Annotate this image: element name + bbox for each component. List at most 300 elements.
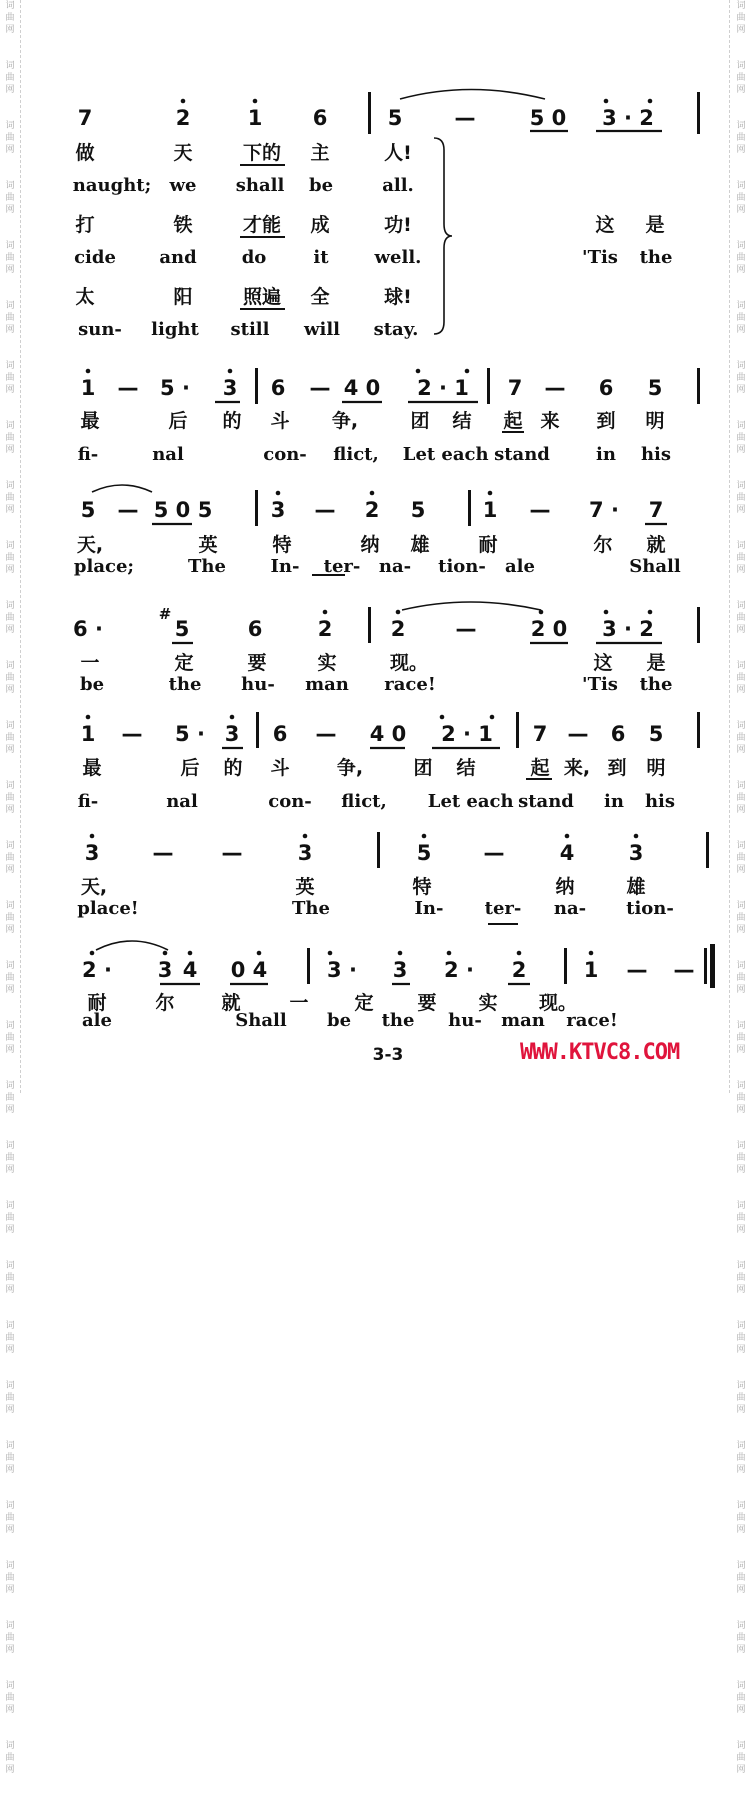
lyric: 现。	[538, 992, 578, 1014]
watermark-gap	[3, 1176, 17, 1200]
watermark-glyph: 曲	[5, 1693, 15, 1703]
lyric: 一	[289, 992, 309, 1014]
watermark-glyph: 网	[5, 565, 15, 575]
watermark-glyph: 曲	[5, 1273, 15, 1283]
note: —	[454, 106, 476, 130]
lyric: 主	[310, 142, 330, 164]
lyric: The	[188, 556, 226, 577]
lyric: 就	[221, 992, 241, 1014]
lyric: and	[159, 247, 197, 268]
watermark-glyph: 曲	[5, 433, 15, 443]
lyric: 要	[417, 992, 437, 1014]
watermark-glyph: 曲	[5, 1753, 15, 1763]
watermark-glyph: 词	[5, 1561, 15, 1571]
lyric: be	[79, 674, 105, 695]
note: 5	[80, 498, 96, 522]
lyric: tion-	[438, 556, 486, 577]
watermark-glyph: 词	[5, 1441, 15, 1451]
watermark-glyph: 网	[5, 1525, 15, 1535]
watermark-glyph: 曲	[736, 13, 746, 23]
note: 2 ·	[444, 958, 474, 982]
watermark-glyph: 曲	[5, 793, 15, 803]
slurs	[92, 90, 545, 951]
watermark-glyph: 词	[736, 181, 746, 191]
lyric: race!	[384, 674, 436, 695]
lyric: 来	[540, 410, 560, 432]
lyric: naught;	[72, 175, 152, 196]
lyric: Shall	[235, 1010, 287, 1031]
note: 5 0	[153, 498, 191, 522]
note: 2	[317, 617, 333, 641]
lyric: the	[639, 247, 673, 268]
lyric: 打	[75, 214, 95, 236]
watermark-glyph: 网	[5, 1345, 15, 1355]
watermark-glyph: 网	[5, 1405, 15, 1415]
watermark-glyph: 词	[5, 481, 15, 491]
lyric: 人!	[384, 142, 412, 164]
lyric: fi-	[77, 444, 99, 465]
watermark-glyph: 曲	[5, 13, 15, 23]
watermark-glyph: 词	[736, 301, 746, 311]
note: —	[455, 617, 477, 641]
watermark-glyph: 曲	[736, 1033, 746, 1043]
watermark-glyph: 词	[5, 1021, 15, 1031]
lyric: nal	[152, 444, 184, 465]
watermark-glyph: 网	[5, 85, 15, 95]
lyric: 'Tis	[582, 247, 618, 268]
lyric: 实	[317, 652, 337, 674]
watermark-glyph: 词	[5, 1081, 15, 1091]
note: 7	[507, 376, 523, 400]
watermark-glyph: 词	[5, 1741, 15, 1751]
note: —	[309, 376, 331, 400]
watermark-glyph: 词	[5, 1381, 15, 1391]
lyric: 要	[247, 652, 267, 674]
lyric: place!	[77, 898, 139, 919]
watermark-glyph: 词	[736, 241, 746, 251]
page-number: 3-3	[372, 1045, 404, 1065]
lyric: 这	[595, 214, 615, 236]
watermark-glyph: 网	[736, 685, 746, 695]
note: 1	[247, 106, 263, 130]
watermark-gap	[734, 1416, 748, 1440]
lyric: 到	[596, 410, 616, 432]
watermark-glyph: 词	[736, 121, 746, 131]
watermark-glyph: 词	[736, 1261, 746, 1271]
watermark-glyph: 曲	[5, 1393, 15, 1403]
watermark-glyph: 网	[736, 1705, 746, 1715]
lyric: still	[230, 319, 270, 340]
watermark-glyph: 网	[736, 865, 746, 875]
lyric: na-	[553, 898, 587, 919]
lyric: well.	[374, 247, 422, 268]
lyric: 起	[530, 757, 550, 779]
watermark-glyph: 词	[736, 1321, 746, 1331]
watermark-gap	[734, 1116, 748, 1140]
note: 2 ·	[82, 958, 112, 982]
watermark-glyph: 曲	[736, 133, 746, 143]
lyric: 雄	[410, 534, 430, 556]
watermark-glyph: 词	[5, 961, 15, 971]
lyric: 成	[310, 214, 330, 236]
watermark-glyph: 网	[5, 1705, 15, 1715]
watermark-glyph: 网	[736, 1045, 746, 1055]
watermark-glyph: 词	[736, 61, 746, 71]
watermark-glyph: 词	[5, 241, 15, 251]
note: 2	[175, 106, 191, 130]
watermark-gap	[734, 1176, 748, 1200]
watermark-glyph: 词	[736, 841, 746, 851]
watermark-glyph: 词	[736, 1741, 746, 1751]
watermark-glyph: 词	[736, 1441, 746, 1451]
lyric: 的	[222, 410, 242, 432]
lyric: 就	[646, 534, 666, 556]
lyric: Let	[402, 444, 436, 465]
note: 3	[270, 498, 286, 522]
watermark-gap	[3, 1356, 17, 1380]
watermark-gap	[3, 1536, 17, 1560]
lyric: 斗	[270, 757, 290, 779]
watermark-glyph: 词	[736, 1201, 746, 1211]
octave-dots	[86, 99, 653, 956]
watermark-gap	[734, 1356, 748, 1380]
lyric: be	[326, 1010, 352, 1031]
watermark-glyph: 网	[5, 1225, 15, 1235]
note: 0 4	[230, 958, 268, 982]
note: 5	[416, 841, 432, 865]
watermark-glyph: 曲	[5, 1573, 15, 1583]
lyric: 下的	[242, 142, 282, 164]
watermark-glyph: 曲	[736, 193, 746, 203]
watermark-glyph: 曲	[736, 733, 746, 743]
watermark-gap	[734, 1296, 748, 1320]
watermark-glyph: 网	[5, 1465, 15, 1475]
lyric: 太	[75, 286, 95, 308]
note: 1	[80, 376, 96, 400]
note: 2	[511, 958, 527, 982]
watermark-glyph: 曲	[736, 1633, 746, 1643]
watermark-glyph: 词	[736, 601, 746, 611]
note: 2 · 1	[417, 376, 469, 400]
watermark-gap	[3, 1596, 17, 1620]
watermark-glyph: 曲	[736, 373, 746, 383]
lyric: 最	[80, 410, 100, 432]
lyric: 特	[412, 876, 432, 898]
watermark-glyph: 词	[736, 721, 746, 731]
watermark-glyph: 词	[5, 1681, 15, 1691]
lyric: 是	[646, 652, 666, 674]
watermark-glyph: 网	[736, 1405, 746, 1415]
watermark-glyph: 词	[736, 1, 746, 11]
watermark-glyph: 网	[736, 1345, 746, 1355]
lyric: ale	[505, 556, 535, 577]
watermark-glyph: 曲	[736, 913, 746, 923]
watermark-gap	[3, 1656, 17, 1680]
watermark-gap	[734, 1476, 748, 1500]
note: 7	[77, 106, 93, 130]
watermark-glyph: 网	[736, 445, 746, 455]
watermark-glyph: 曲	[736, 1393, 746, 1403]
note: 6	[610, 722, 626, 746]
note: 4	[559, 841, 575, 865]
note: 3	[222, 376, 238, 400]
note: 1	[583, 958, 599, 982]
note: 5	[387, 106, 403, 130]
watermark-glyph: 曲	[736, 313, 746, 323]
lyric: place;	[73, 556, 135, 577]
note: —	[314, 498, 336, 522]
watermark-gap	[3, 1776, 17, 1800]
watermark-glyph: 曲	[5, 613, 15, 623]
watermark-glyph: 网	[5, 985, 15, 995]
watermark-glyph: 曲	[736, 493, 746, 503]
lyric: 的	[223, 757, 243, 779]
watermark-gap	[3, 1716, 17, 1740]
lyric: 是	[645, 214, 665, 236]
lyric: it	[313, 247, 329, 268]
watermark-glyph: 词	[5, 1201, 15, 1211]
lyric: his	[640, 444, 672, 465]
note: 7 ·	[589, 498, 619, 522]
lyric: 起	[503, 410, 523, 432]
lyric: do	[241, 247, 267, 268]
note: 1	[482, 498, 498, 522]
watermark-glyph: 词	[736, 781, 746, 791]
watermark-glyph: 网	[736, 985, 746, 995]
note: 6	[598, 376, 614, 400]
lyric: we	[169, 175, 197, 196]
watermark-glyph: 曲	[736, 973, 746, 983]
lyric: The	[292, 898, 330, 919]
lyric: Shall	[629, 556, 681, 577]
note: 4 0	[343, 376, 381, 400]
watermark-glyph: 曲	[5, 373, 15, 383]
watermark-glyph: 网	[736, 25, 746, 35]
lyric: flict,	[341, 791, 387, 812]
note: —	[121, 722, 143, 746]
note: —	[117, 376, 139, 400]
lyric: cide	[74, 247, 116, 268]
lyric: in	[596, 444, 616, 465]
watermark-glyph: 曲	[736, 853, 746, 863]
watermark-glyph: 曲	[736, 73, 746, 83]
lyric: 耐	[478, 534, 498, 556]
watermark-glyph: 网	[5, 805, 15, 815]
watermark-glyph: 曲	[736, 1333, 746, 1343]
watermark-glyph: 曲	[736, 253, 746, 263]
watermark-glyph: 网	[5, 625, 15, 635]
watermark-glyph: 网	[736, 1645, 746, 1655]
note: 5	[647, 376, 663, 400]
watermark-gap	[3, 1416, 17, 1440]
lyric: 才能	[242, 214, 282, 236]
lyric: the	[381, 1010, 415, 1031]
watermark-glyph: 网	[736, 805, 746, 815]
watermark-glyph: 网	[736, 1225, 746, 1235]
lyric: man	[305, 674, 349, 695]
watermark-glyph: 网	[5, 1645, 15, 1655]
lyric: 'Tis	[582, 674, 618, 695]
watermark-gap	[734, 1656, 748, 1680]
lyric: race!	[566, 1010, 618, 1031]
watermark-gap	[3, 1116, 17, 1140]
watermark-glyph: 曲	[5, 1213, 15, 1223]
lyric: 雄	[626, 876, 646, 898]
watermark-glyph: 词	[736, 1621, 746, 1631]
lyric: In-	[270, 556, 300, 577]
watermark-glyph: 词	[5, 361, 15, 371]
watermark-glyph: 曲	[736, 1273, 746, 1283]
watermark-glyph: 词	[736, 421, 746, 431]
watermark-glyph: 曲	[736, 1753, 746, 1763]
watermark-glyph: 网	[736, 625, 746, 635]
note: 5 ·	[175, 722, 205, 746]
watermark-glyph: 曲	[736, 1513, 746, 1523]
watermark-glyph: 网	[5, 385, 15, 395]
lyric: 后	[168, 410, 188, 432]
watermark-glyph: 网	[736, 925, 746, 935]
note: —	[673, 958, 695, 982]
watermark-glyph: 词	[736, 541, 746, 551]
watermark-glyph: 词	[5, 541, 15, 551]
watermark-glyph: 词	[5, 1501, 15, 1511]
note: 6	[272, 722, 288, 746]
lyric: 来,	[563, 757, 591, 779]
watermark-glyph: 词	[5, 181, 15, 191]
watermark-glyph: 网	[736, 1105, 746, 1115]
lyric: 阳	[173, 286, 193, 308]
lyric: 天,	[80, 876, 108, 898]
note: 6	[312, 106, 328, 130]
lyric: 明	[646, 757, 666, 779]
watermark-gap	[734, 1596, 748, 1620]
watermark-glyph: 曲	[736, 1213, 746, 1223]
watermark-glyph: 曲	[736, 1153, 746, 1163]
lyric: each	[466, 791, 514, 812]
watermark-glyph: 网	[5, 865, 15, 875]
lyric: 斗	[270, 410, 290, 432]
watermark-glyph: 词	[736, 901, 746, 911]
watermark-glyph: 网	[736, 1765, 746, 1775]
lyric: 结	[456, 757, 476, 779]
lyric: Let	[427, 791, 461, 812]
watermark-glyph: 词	[5, 301, 15, 311]
lyric: ale	[82, 1010, 112, 1031]
watermark-glyph: 词	[5, 601, 15, 611]
note: —	[152, 841, 174, 865]
lyric: 定	[354, 992, 374, 1014]
sharp-sign: #	[158, 605, 172, 623]
watermark-glyph: 曲	[736, 553, 746, 563]
watermark-glyph: 网	[5, 1105, 15, 1115]
watermark-glyph: 网	[5, 1765, 15, 1775]
watermark-glyph: 词	[736, 1081, 746, 1091]
watermark-glyph: 网	[736, 145, 746, 155]
lyric: sun-	[78, 319, 122, 340]
watermark-glyph: 网	[736, 265, 746, 275]
watermark-glyph: 网	[5, 325, 15, 335]
lyric: hu-	[448, 1010, 482, 1031]
watermark-glyph: 网	[5, 685, 15, 695]
note: 3	[157, 958, 173, 982]
note: 3	[297, 841, 313, 865]
lyric: 尔	[155, 992, 175, 1014]
watermark-glyph: 词	[736, 661, 746, 671]
note: 7	[648, 498, 664, 522]
watermark-glyph: 曲	[736, 673, 746, 683]
note: 3	[84, 841, 100, 865]
watermark-glyph: 网	[5, 445, 15, 455]
watermark-glyph: 网	[5, 925, 15, 935]
lyric: 全	[310, 286, 330, 308]
lyric: con-	[268, 791, 312, 812]
note: 6 ·	[73, 617, 103, 641]
watermark-glyph: 词	[736, 1561, 746, 1571]
watermark-glyph: 网	[736, 325, 746, 335]
lyric: 纳	[555, 876, 575, 898]
note: 6	[247, 617, 263, 641]
watermark-glyph: 词	[736, 361, 746, 371]
lyric: 现。	[389, 652, 429, 674]
watermark-glyph: 网	[5, 745, 15, 755]
watermark-glyph: 曲	[736, 433, 746, 443]
lyric-underlines	[240, 165, 552, 924]
lyric: 尔	[593, 534, 613, 556]
lyric: 结	[452, 410, 472, 432]
watermark-gap	[734, 1776, 748, 1800]
watermark-gap	[734, 1716, 748, 1740]
watermark-glyph: 网	[5, 1165, 15, 1175]
watermark-glyph: 词	[5, 421, 15, 431]
lyric: nal	[166, 791, 198, 812]
lyric: be	[308, 175, 334, 196]
watermark-glyph: 词	[5, 901, 15, 911]
note: 2	[390, 617, 406, 641]
note: 3 · 2	[602, 106, 654, 130]
lyric: In-	[414, 898, 444, 919]
watermark-gap	[734, 1236, 748, 1260]
lyric: 耐	[87, 992, 107, 1014]
lyric: 后	[180, 757, 200, 779]
watermark-glyph: 曲	[5, 493, 15, 503]
watermark-glyph: 网	[736, 1525, 746, 1535]
watermark-glyph: 网	[736, 505, 746, 515]
lyric: con-	[263, 444, 307, 465]
lyric: man	[501, 1010, 545, 1031]
lyric: will	[303, 319, 341, 340]
lyric: 定	[174, 652, 194, 674]
watermark-glyph: 网	[5, 505, 15, 515]
lyric: tion-	[626, 898, 674, 919]
site-url[interactable]: WWW.KTVC8.COM	[520, 1040, 680, 1065]
note: 3 · 2	[602, 617, 654, 641]
lyric: ter-	[323, 556, 361, 577]
note: —	[117, 498, 139, 522]
lyric: 功!	[384, 214, 412, 236]
note: —	[626, 958, 648, 982]
watermark-glyph: 曲	[5, 313, 15, 323]
watermark-glyph: 网	[736, 745, 746, 755]
watermark-glyph: 网	[5, 205, 15, 215]
note: 3	[224, 722, 240, 746]
watermark-glyph: 曲	[5, 1093, 15, 1103]
note: 4	[182, 958, 198, 982]
verse-brace	[434, 138, 452, 334]
watermark-glyph: 曲	[736, 1693, 746, 1703]
lyric: 铁	[173, 214, 193, 236]
note: 5	[648, 722, 664, 746]
lyric: 英	[198, 534, 218, 556]
